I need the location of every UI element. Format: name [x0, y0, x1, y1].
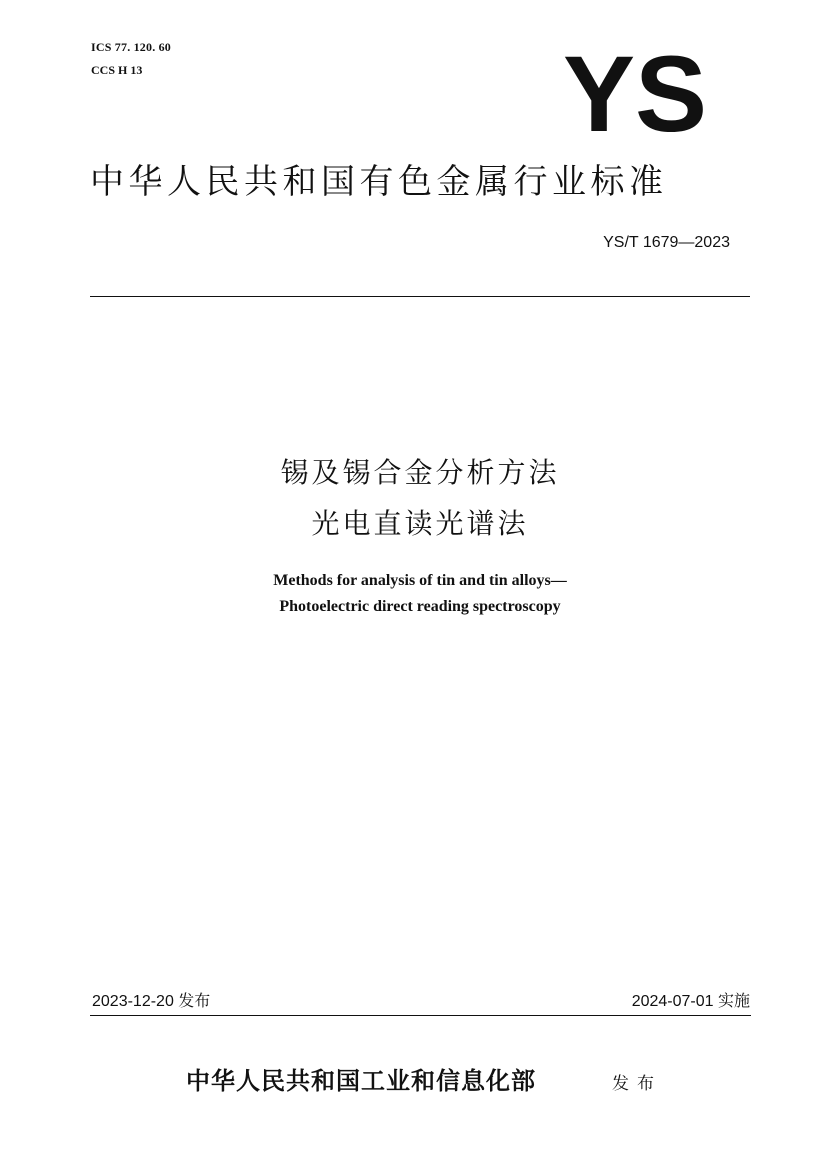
ccs-code: CCS H 13 [91, 63, 143, 77]
top-divider [90, 296, 750, 297]
ys-logo [555, 36, 715, 146]
chinese-title-line-2: 光电直读光谱法 [311, 507, 529, 540]
chinese-title-line-1: 锡及锡合金分析方法 [280, 456, 560, 489]
standard-category-title: 中华人民共和国有色金属行业标准 [90, 162, 668, 202]
standard-number: YS/T 1679—2023 [603, 234, 730, 251]
bottom-divider [90, 1015, 751, 1016]
ys-logo-text: YS [562, 36, 708, 146]
ics-code: ICS 77. 120. 60 [91, 40, 172, 54]
publisher-name: 中华人民共和国工业和信息化部 [186, 1066, 536, 1095]
implementation-date: 2024-07-01 实施 [631, 993, 750, 1010]
publish-label: 发布 [612, 1074, 662, 1094]
english-title-line-2: Photoelectric direct reading spectroscopy [279, 598, 561, 615]
issue-date: 2023-12-20 发布 [92, 993, 211, 1010]
english-title-line-1: Methods for analysis of tin and tin alloys— [273, 572, 567, 589]
